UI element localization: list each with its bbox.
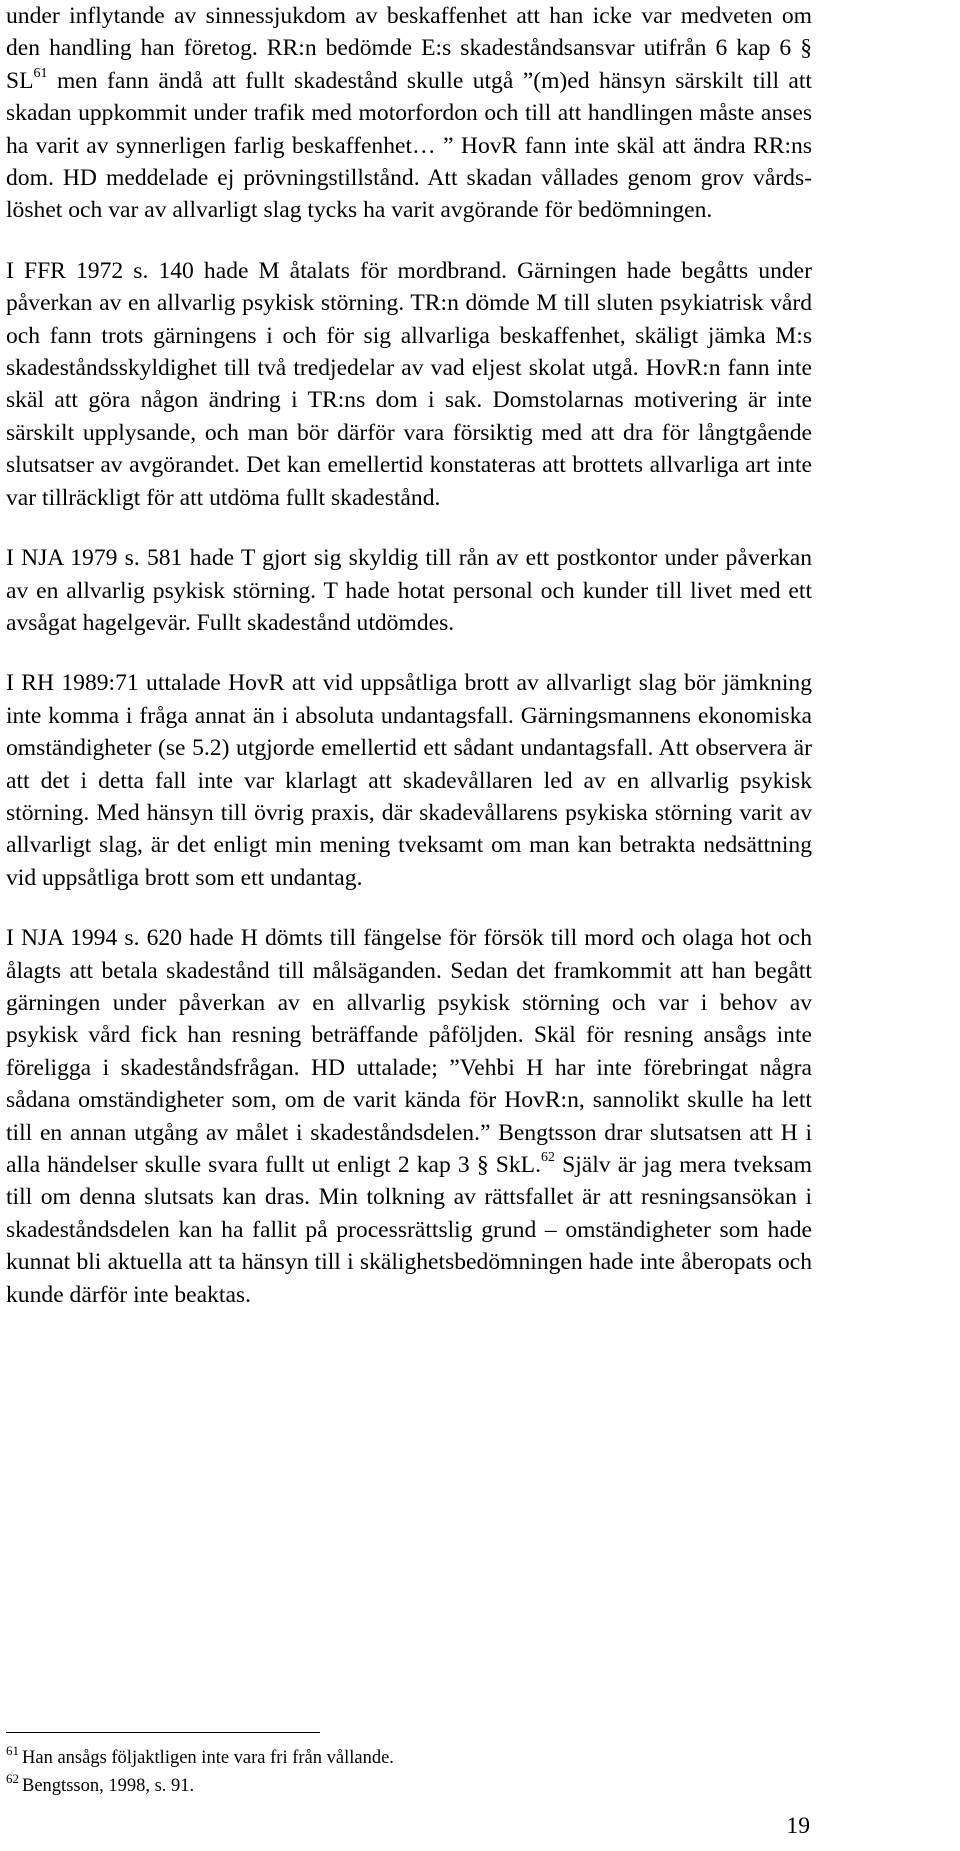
paragraph-2 (6, 255, 812, 514)
paragraph-gap (6, 639, 812, 667)
footnote-61 (6, 1744, 812, 1772)
footnote-separator (6, 1732, 320, 1733)
paragraph-gap (6, 894, 812, 922)
footnote-number: 62 (6, 1770, 19, 1786)
paragraph-gap (6, 514, 812, 542)
footnote-ref-61[interactable]: 61 (33, 65, 48, 81)
paragraph-5-text-b: Själv är jag mera tveksam till om denna slutsats kan dras. Min tolkning av rättsfallet är att resningsansökan i skadeståndsdelen kan ha fallit på processrättslig grund – omständigheter som hade kunnat bli aktuella att ta hänsyn till i skälighetsbedömningen hade inte åberopats och kunde därför inte beaktas. (6, 1152, 812, 1308)
paragraph-1-text-b: men fann ändå att fullt skadestånd skulle utgå ”(m)ed hänsyn särskilt till att skadan uppkommit under trafik med motorfordon och till att handlingen måste anses ha varit av synnerligen farlig beskaffenhet… ” HovR fann inte skäl att ändra RR:ns dom. HD meddelade ej prövningstillstånd. Att skadan vållades genom grov vårdslöshet och var av allvarligt slag tycks ha varit avgörande för bedömningen. (6, 67, 812, 224)
paragraph-1 (6, 0, 812, 227)
paragraph-1-text-a: under inflytande av sinnessjukdom av beskaffenhet att han icke var medveten om den handling han företog. RR:n bedömde E:s skadeståndsansvar utifrån 6 kap 6 § SL (6, 3, 812, 94)
paragraph-4-text: I RH 1989:71 uttalade HovR att vid uppsåtliga brott av allvarligt slag bör jämkning inte komma i fråga annat än i absoluta undantagsfall. Gärningsmannens ekonomiska omständigheter (se 5.2) utgjorde emellertid ett sådant undantagsfall. Att observera är att det i detta fall inte var klarlagt att skadevållaren led av en allvarlig psykisk störning. Med hänsyn till övrig praxis, där skadevållarens psykiska störning varit av allvarligt slag, är det enligt min mening tveksamt om man kan betrakta nedsättning vid uppsåtliga brott som ett undantag. (6, 670, 812, 891)
paragraph-2-text: I FFR 1972 s. 140 hade M åtalats för mordbrand. Gärningen hade begåtts under påverkan av en allvarlig psykisk störning. TR:n dömde M till sluten psykiatrisk vård och fann trots gärningens i och för sig allvarliga beskaffenhet, skäligt jämka M:s skadeståndsskyldighet till två tredjedelar av vad eljest skolat utgå. HovR:n fann inte skäl att göra någon ändring i TR:ns dom i sak. Domstolarnas motivering är inte särskilt upplysande, och man bör därför vara försiktig med att dra för långtgående slutsatser av avgörandet. Det kan emellertid konstateras att brottets allvarliga art inte var tillräckligt för att utdöma fullt skadestånd. (6, 257, 812, 511)
paragraph-gap (6, 227, 812, 255)
document-page (6, 0, 812, 1311)
footnote-text: Han ansågs följaktligen inte vara fri från vållande. (22, 1748, 394, 1768)
paragraph-5-text-a: I NJA 1994 s. 620 hade H dömts till fängelse för försök till mord och olaga hot och ålagts att betala skadestånd till målsäganden. Sedan det framkommit att han begått gärningen under påverkan av en allvarlig psykisk störning och var i behov av psykisk vård fick han resning beträffande påföljden. Skäl för resning ansågs inte föreligga i skadeståndsfrågan. HD uttalade; ”Vehbi H har inte förebringat några sådana omständigheter som, om de varit kända för HovR:n, sannolikt skulle ha lett till en annan utgång av målet i skadeståndsdelen.” Bengtsson drar slutsatsen att H i alla händelser skulle svara fullt ut enligt 2 kap 3 § SkL. (6, 925, 812, 1178)
footnote-text: Bengtsson, 1998, s. 91. (22, 1776, 195, 1796)
page-number: 19 (786, 1813, 810, 1839)
paragraph-5 (6, 922, 812, 1311)
paragraph-4 (6, 667, 812, 894)
paragraph-3-text: I NJA 1979 s. 581 hade T gjort sig skyldig till rån av ett postkontor under påverkan av en allvarlig psykisk störning. T hade hotat personal och kunder till livet med ett avsågat hagelgevär. Fullt skadestånd utdömdes. (6, 545, 812, 636)
footnote-number: 61 (6, 1742, 19, 1758)
paragraph-3 (6, 542, 812, 639)
footnote-62 (6, 1772, 812, 1800)
footnote-ref-62[interactable]: 62 (540, 1150, 555, 1166)
footnotes (6, 1744, 812, 1800)
